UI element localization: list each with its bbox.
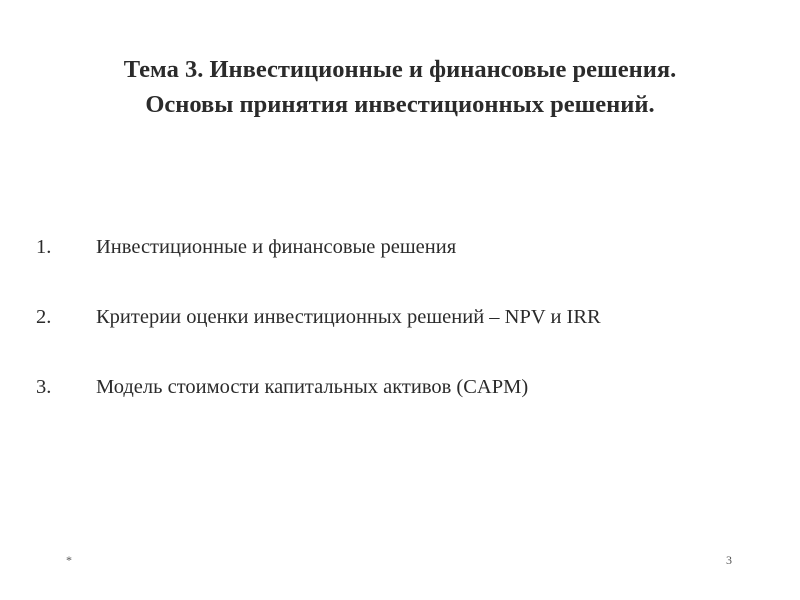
footer-mark: * [66,553,72,567]
slide-number: 3 [726,553,732,567]
agenda-list [0,230,800,440]
list-item [0,230,800,265]
list-item-text: Инвестиционные и финансовые решения [96,236,457,258]
list-item-text: Критерии оценки инвестиционных решений – NPV и IRR [96,306,601,328]
title-line-1: Тема 3. Инвестиционные и финансовые решения. [123,56,677,83]
list-item-number: 2. [36,306,52,328]
list-item-text: Модель стоимости капитальных активов (CAPM) [96,376,529,398]
slide-title [0,52,800,122]
list-item [0,370,800,405]
list-item-number: 3. [36,376,52,398]
list-item [0,300,800,335]
list-item-number: 1. [36,236,52,258]
title-line-2: Основы принятия инвестиционных решений. [145,91,655,118]
